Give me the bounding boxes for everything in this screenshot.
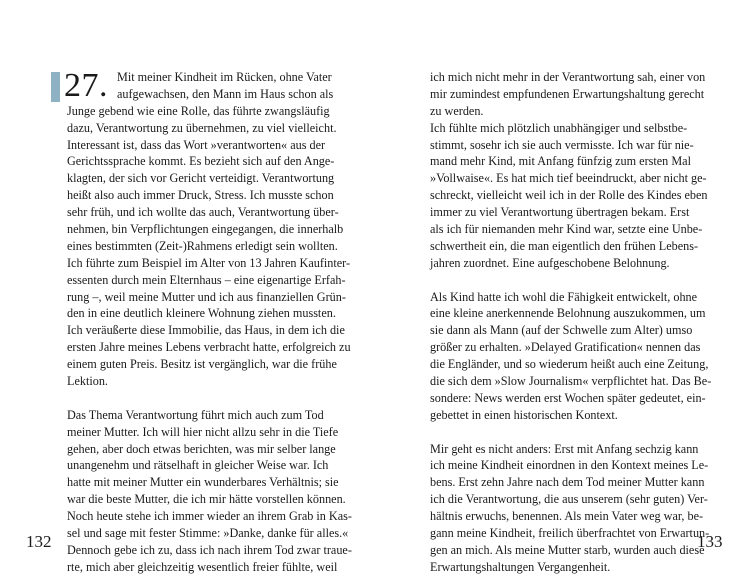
page-number: 132 xyxy=(26,532,52,551)
text-line: stimmt, sosehr ich sie auch vermisste. Ich war für nie- xyxy=(430,137,694,152)
text-line: die Engländer, und so wiederum heißt auch eine Zeitung, xyxy=(430,357,709,372)
text-line: sel und sage mit fester Stimme: »Danke, danke für alles.« xyxy=(67,526,349,541)
paragraph-gap xyxy=(430,272,684,289)
text-line: ersten Jahre meines Lebens verbracht hatte, erfolgreich zu xyxy=(67,340,351,355)
text-line: war die beste Mutter, die ich mir hätte vorstellen können. xyxy=(67,492,346,507)
text-line: unangenehm und rätselhaft in gleicher Weise war. Ich xyxy=(67,458,329,473)
text-line: zu werden. xyxy=(430,103,484,118)
text-line: als ich für niemanden mehr Kind war, setzte eine Unbe- xyxy=(430,222,703,237)
chapter-accent-bar xyxy=(51,72,60,102)
text-line: nehmen, bin Verpflichtungen eingegangen, die innerhalb xyxy=(67,222,344,237)
text-line: rung –, weil meine Mutter und ich aus finanziellen Grün- xyxy=(67,289,346,304)
text-line: Lektion. xyxy=(67,374,108,389)
text-line: klagten, der sich vor Gericht verteidigt. Verantwortung xyxy=(67,171,335,186)
text-line: ich mich nicht mehr in der Verantwortung sah, einer von xyxy=(430,70,706,84)
text-line: gebettet in einen historischen Kontext. xyxy=(430,407,618,422)
text-line: Noch heute stehe ich immer wieder an ihrem Grab in Kas- xyxy=(67,509,352,524)
text-line: gen an mich. Als meine Mutter starb, wurden auch diese xyxy=(430,542,705,557)
chapter-number: 27. xyxy=(64,67,108,104)
page-number: 133 xyxy=(697,532,723,551)
text-line: immer zu viel Verantwortung übertragen bekam. Erst xyxy=(430,205,690,220)
text-line: essenten durch mein Elternhaus – eine eigenartige Erfah- xyxy=(67,272,346,287)
text-line: hältnis erwuchs, benennen. Als mein Vater weg war, be- xyxy=(430,509,704,524)
paragraph xyxy=(430,69,706,120)
text-line: ich die Verantwortung, die aus unserem (sehr guten) Ver- xyxy=(430,492,708,507)
text-line: mand mehr Kind, mit Anfang fünfzig zum ersten Mal xyxy=(430,154,691,169)
text-line: eines bestimmten (Zeit-)Rahmens erledigt sein wollten. xyxy=(67,238,338,253)
text-line: mir zumindest empfundenen Erwartungshaltung gerecht xyxy=(430,86,705,101)
text-line: »Vollwaise«. Es hat mich tief beeindruckt, aber nicht ge- xyxy=(430,171,707,186)
text-line: Dennoch gebe ich zu, dass ich nach ihrem Tod zwar traue- xyxy=(67,542,352,557)
text-line: Gerichtssprache kommt. Es bezieht sich auf den Ange- xyxy=(67,154,335,169)
text-line: den in eine deutlich kleinere Wohnung ziehen mussten. xyxy=(67,306,336,321)
text-line: schreckt, vielleicht weil ich in der Rolle des Kindes eben xyxy=(430,188,708,203)
text-line: gann meine Kindheit, freilich überfrachtet von Erwartun- xyxy=(430,526,710,541)
text-line: die sich dem »Slow Journalism« verpflichtet hat. Das Be- xyxy=(430,374,712,389)
text-line: Mit meiner Kindheit im Rücken, ohne Vater xyxy=(117,70,332,84)
paragraph xyxy=(67,103,351,390)
text-line: Mir geht es nicht anders: Erst mit Anfang sechzig kann xyxy=(430,441,699,456)
text-line: Als Kind hatte ich wohl die Fähigkeit entwickelt, ohne xyxy=(430,289,698,304)
text-line: Das Thema Verantwortung führt mich auch zum Tod xyxy=(67,407,324,422)
text-line: ich meine Kindheit einordnen in den Kontext meines Le- xyxy=(430,458,709,473)
text-line: gehen, aber doch etwas berichten, was mir selber lange xyxy=(67,441,336,456)
text-line: jahren zuordnet. Eine aufgeschobene Belohnung. xyxy=(430,255,670,270)
paragraph xyxy=(430,120,708,272)
paragraph-gap xyxy=(430,424,684,441)
text-line: hatte mit meiner Mutter ein wunderbares Verhältnis; sie xyxy=(67,475,339,490)
text-line: einem guten Preis. Besitz ist vergänglich, war die frühe xyxy=(67,357,337,372)
paragraph xyxy=(430,289,712,424)
text-line: Ich führte zum Beispiel im Alter von 13 Jahren Kaufinter- xyxy=(67,255,351,270)
text-line: bens. Erst zehn Jahre nach dem Tod meiner Mutter kann xyxy=(430,475,705,490)
text-line: Interessant ist, dass das Wort »verantworten« aus der xyxy=(67,137,326,152)
text-line: sondere: News werden erst Wochen später gedeutet, ein- xyxy=(430,390,706,405)
left-text-column xyxy=(67,69,352,576)
paragraph xyxy=(67,407,352,576)
text-line: schwertheit ein, die man eigentlich den frühen Lebens- xyxy=(430,238,699,253)
text-line: sehr früh, und ich wollte das auch, Verantwortung über- xyxy=(67,205,339,220)
text-line: sie dann als Mann (auf der Schwelle zum Alter) umso xyxy=(430,323,693,338)
text-line: größer zu erhalten. »Delayed Gratification« nennen das xyxy=(430,340,701,355)
paragraph-gap xyxy=(67,390,322,407)
text-line: Erwartungshaltungen Vergangenheit. xyxy=(430,559,611,574)
text-line: meiner Mutter. Ich will hier nicht allzu sehr in die Tiefe xyxy=(67,424,339,439)
text-line: Ich fühlte mich plötzlich unabhängiger und selbstbe- xyxy=(430,120,688,135)
text-line: dazu, Verantwortung zu übernehmen, zu viel vielleicht. xyxy=(67,120,337,135)
text-line: eine kleine anerkennende Belohnung auszukommen, um xyxy=(430,306,706,321)
text-line: rte, mich aber gleichzeitig wesentlich freier fühlte, weil xyxy=(67,559,338,574)
text-line: heißt also auch immer Druck, Stress. Ich musste schon xyxy=(67,188,334,203)
text-line: aufgewachsen, den Mann im Haus schon als xyxy=(117,86,334,101)
text-line: Ich veräußerte diese Immobilie, das Haus, in dem ich die xyxy=(67,323,345,338)
text-line: Junge gebend wie eine Rolle, das führte zwangsläufig xyxy=(67,103,330,118)
